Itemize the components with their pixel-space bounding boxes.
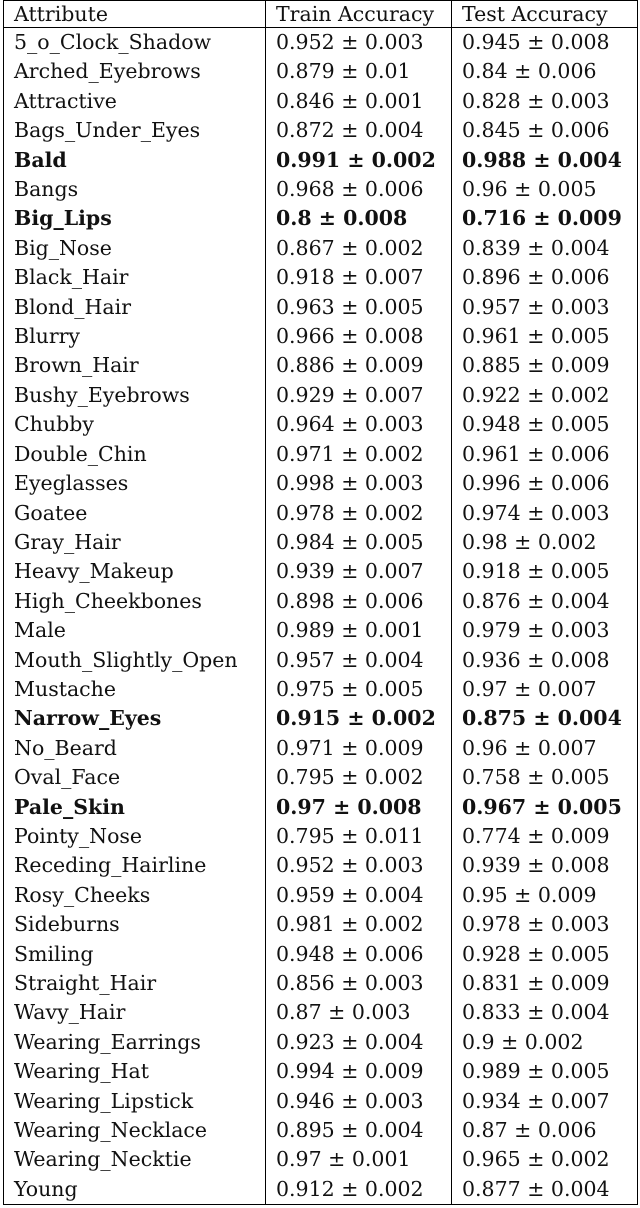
attribute-cell: Narrow_Eyes	[4, 704, 266, 733]
attribute-cell: Bangs	[4, 175, 266, 204]
attribute-cell: Young	[4, 1175, 266, 1205]
attribute-cell: Goatee	[4, 499, 266, 528]
train-accuracy-cell: 0.984 ± 0.005	[266, 528, 452, 557]
train-accuracy-cell: 0.97 ± 0.008	[266, 793, 452, 822]
test-accuracy-cell: 0.996 ± 0.006	[452, 469, 638, 498]
table-row	[4, 175, 638, 204]
test-accuracy-cell: 0.877 ± 0.004	[452, 1175, 638, 1205]
table-row	[4, 528, 638, 557]
train-accuracy-cell: 0.989 ± 0.001	[266, 616, 452, 645]
table-row	[4, 969, 638, 998]
header-row	[4, 1, 638, 28]
header-attribute: Attribute	[4, 1, 266, 28]
table-row	[4, 116, 638, 145]
test-accuracy-cell: 0.96 ± 0.007	[452, 734, 638, 763]
attribute-cell: Eyeglasses	[4, 469, 266, 498]
train-accuracy-cell: 0.97 ± 0.001	[266, 1145, 452, 1174]
attribute-cell: Attractive	[4, 87, 266, 116]
test-accuracy-cell: 0.833 ± 0.004	[452, 998, 638, 1027]
train-accuracy-cell: 0.886 ± 0.009	[266, 351, 452, 380]
test-accuracy-cell: 0.922 ± 0.002	[452, 381, 638, 410]
test-accuracy-cell: 0.967 ± 0.005	[452, 793, 638, 822]
attribute-cell: 5_o_Clock_Shadow	[4, 28, 266, 58]
table-row	[4, 28, 638, 58]
attribute-cell: Male	[4, 616, 266, 645]
test-accuracy-cell: 0.945 ± 0.008	[452, 28, 638, 58]
test-accuracy-cell: 0.828 ± 0.003	[452, 87, 638, 116]
test-accuracy-cell: 0.988 ± 0.004	[452, 146, 638, 175]
train-accuracy-cell: 0.978 ± 0.002	[266, 499, 452, 528]
attribute-cell: Wearing_Earrings	[4, 1028, 266, 1057]
attribute-cell: Bushy_Eyebrows	[4, 381, 266, 410]
train-accuracy-cell: 0.795 ± 0.011	[266, 822, 452, 851]
test-accuracy-cell: 0.974 ± 0.003	[452, 499, 638, 528]
test-accuracy-cell: 0.896 ± 0.006	[452, 263, 638, 292]
test-accuracy-cell: 0.875 ± 0.004	[452, 704, 638, 733]
table-row	[4, 763, 638, 792]
train-accuracy-cell: 0.963 ± 0.005	[266, 293, 452, 322]
attribute-cell: Wearing_Necktie	[4, 1145, 266, 1174]
header-test-accuracy: Test Accuracy	[452, 1, 638, 28]
test-accuracy-cell: 0.845 ± 0.006	[452, 116, 638, 145]
attribute-cell: Smiling	[4, 940, 266, 969]
attribute-cell: Bags_Under_Eyes	[4, 116, 266, 145]
train-accuracy-cell: 0.991 ± 0.002	[266, 146, 452, 175]
train-accuracy-cell: 0.918 ± 0.007	[266, 263, 452, 292]
table-row	[4, 910, 638, 939]
train-accuracy-cell: 0.975 ± 0.005	[266, 675, 452, 704]
test-accuracy-cell: 0.965 ± 0.002	[452, 1145, 638, 1174]
test-accuracy-cell: 0.839 ± 0.004	[452, 234, 638, 263]
table-row	[4, 1175, 638, 1205]
table-row	[4, 351, 638, 380]
test-accuracy-cell: 0.939 ± 0.008	[452, 851, 638, 880]
table-body	[4, 28, 638, 1205]
table-row	[4, 204, 638, 233]
table-row	[4, 146, 638, 175]
test-accuracy-cell: 0.98 ± 0.002	[452, 528, 638, 557]
test-accuracy-cell: 0.885 ± 0.009	[452, 351, 638, 380]
test-accuracy-cell: 0.948 ± 0.005	[452, 410, 638, 439]
train-accuracy-cell: 0.946 ± 0.003	[266, 1087, 452, 1116]
table-row	[4, 322, 638, 351]
train-accuracy-cell: 0.964 ± 0.003	[266, 410, 452, 439]
table-row	[4, 1057, 638, 1086]
table-row	[4, 616, 638, 645]
table-row	[4, 440, 638, 469]
train-accuracy-cell: 0.867 ± 0.002	[266, 234, 452, 263]
attribute-cell: Bald	[4, 146, 266, 175]
test-accuracy-cell: 0.716 ± 0.009	[452, 204, 638, 233]
test-accuracy-cell: 0.936 ± 0.008	[452, 646, 638, 675]
test-accuracy-cell: 0.831 ± 0.009	[452, 969, 638, 998]
attribute-cell: High_Cheekbones	[4, 587, 266, 616]
attribute-cell: Receding_Hairline	[4, 851, 266, 880]
attribute-cell: Oval_Face	[4, 763, 266, 792]
train-accuracy-cell: 0.846 ± 0.001	[266, 87, 452, 116]
attribute-cell: Mustache	[4, 675, 266, 704]
table-row	[4, 704, 638, 733]
train-accuracy-cell: 0.856 ± 0.003	[266, 969, 452, 998]
table-row	[4, 793, 638, 822]
table-row	[4, 646, 638, 675]
train-accuracy-cell: 0.87 ± 0.003	[266, 998, 452, 1027]
table-row	[4, 469, 638, 498]
train-accuracy-cell: 0.8 ± 0.008	[266, 204, 452, 233]
train-accuracy-cell: 0.968 ± 0.006	[266, 175, 452, 204]
train-accuracy-cell: 0.994 ± 0.009	[266, 1057, 452, 1086]
train-accuracy-cell: 0.948 ± 0.006	[266, 940, 452, 969]
table-row	[4, 410, 638, 439]
test-accuracy-cell: 0.918 ± 0.005	[452, 557, 638, 586]
test-accuracy-cell: 0.758 ± 0.005	[452, 763, 638, 792]
attribute-cell: Arched_Eyebrows	[4, 57, 266, 86]
train-accuracy-cell: 0.923 ± 0.004	[266, 1028, 452, 1057]
train-accuracy-cell: 0.998 ± 0.003	[266, 469, 452, 498]
test-accuracy-cell: 0.928 ± 0.005	[452, 940, 638, 969]
attribute-cell: Brown_Hair	[4, 351, 266, 380]
test-accuracy-cell: 0.934 ± 0.007	[452, 1087, 638, 1116]
train-accuracy-cell: 0.971 ± 0.009	[266, 734, 452, 763]
attribute-cell: Chubby	[4, 410, 266, 439]
table-row	[4, 1145, 638, 1174]
test-accuracy-cell: 0.961 ± 0.006	[452, 440, 638, 469]
test-accuracy-cell: 0.96 ± 0.005	[452, 175, 638, 204]
attribute-cell: Wearing_Hat	[4, 1057, 266, 1086]
table-row	[4, 851, 638, 880]
table-row	[4, 234, 638, 263]
train-accuracy-cell: 0.912 ± 0.002	[266, 1175, 452, 1205]
test-accuracy-cell: 0.957 ± 0.003	[452, 293, 638, 322]
train-accuracy-cell: 0.952 ± 0.003	[266, 28, 452, 58]
table-header	[4, 1, 638, 28]
attribute-cell: Mouth_Slightly_Open	[4, 646, 266, 675]
table-row	[4, 263, 638, 292]
train-accuracy-cell: 0.966 ± 0.008	[266, 322, 452, 351]
test-accuracy-cell: 0.87 ± 0.006	[452, 1116, 638, 1145]
attribute-cell: Black_Hair	[4, 263, 266, 292]
train-accuracy-cell: 0.957 ± 0.004	[266, 646, 452, 675]
train-accuracy-cell: 0.879 ± 0.01	[266, 57, 452, 86]
test-accuracy-cell: 0.95 ± 0.009	[452, 881, 638, 910]
table-row	[4, 1028, 638, 1057]
attribute-cell: Big_Lips	[4, 204, 266, 233]
test-accuracy-cell: 0.989 ± 0.005	[452, 1057, 638, 1086]
attribute-cell: Wearing_Necklace	[4, 1116, 266, 1145]
attribute-cell: Blond_Hair	[4, 293, 266, 322]
attribute-cell: Wearing_Lipstick	[4, 1087, 266, 1116]
train-accuracy-cell: 0.981 ± 0.002	[266, 910, 452, 939]
attribute-cell: Blurry	[4, 322, 266, 351]
train-accuracy-cell: 0.952 ± 0.003	[266, 851, 452, 880]
table-row	[4, 381, 638, 410]
train-accuracy-cell: 0.939 ± 0.007	[266, 557, 452, 586]
table-row	[4, 87, 638, 116]
train-accuracy-cell: 0.895 ± 0.004	[266, 1116, 452, 1145]
test-accuracy-cell: 0.979 ± 0.003	[452, 616, 638, 645]
test-accuracy-cell: 0.978 ± 0.003	[452, 910, 638, 939]
test-accuracy-cell: 0.9 ± 0.002	[452, 1028, 638, 1057]
table-row	[4, 881, 638, 910]
header-train-accuracy: Train Accuracy	[266, 1, 452, 28]
table-row	[4, 734, 638, 763]
attribute-cell: Rosy_Cheeks	[4, 881, 266, 910]
test-accuracy-cell: 0.961 ± 0.005	[452, 322, 638, 351]
test-accuracy-cell: 0.84 ± 0.006	[452, 57, 638, 86]
test-accuracy-cell: 0.97 ± 0.007	[452, 675, 638, 704]
train-accuracy-cell: 0.959 ± 0.004	[266, 881, 452, 910]
attribute-cell: Double_Chin	[4, 440, 266, 469]
test-accuracy-cell: 0.876 ± 0.004	[452, 587, 638, 616]
table-row	[4, 1116, 638, 1145]
attribute-cell: No_Beard	[4, 734, 266, 763]
attribute-cell: Wavy_Hair	[4, 998, 266, 1027]
results-table	[3, 0, 638, 1205]
table-row	[4, 940, 638, 969]
attribute-cell: Big_Nose	[4, 234, 266, 263]
attribute-cell: Straight_Hair	[4, 969, 266, 998]
attribute-cell: Sideburns	[4, 910, 266, 939]
table-row	[4, 293, 638, 322]
train-accuracy-cell: 0.795 ± 0.002	[266, 763, 452, 792]
train-accuracy-cell: 0.971 ± 0.002	[266, 440, 452, 469]
test-accuracy-cell: 0.774 ± 0.009	[452, 822, 638, 851]
table-row	[4, 998, 638, 1027]
table-row	[4, 499, 638, 528]
table-row	[4, 57, 638, 86]
attribute-cell: Pale_Skin	[4, 793, 266, 822]
table-row	[4, 822, 638, 851]
attribute-cell: Gray_Hair	[4, 528, 266, 557]
train-accuracy-cell: 0.915 ± 0.002	[266, 704, 452, 733]
table-row	[4, 1087, 638, 1116]
train-accuracy-cell: 0.929 ± 0.007	[266, 381, 452, 410]
attribute-cell: Heavy_Makeup	[4, 557, 266, 586]
table-row	[4, 675, 638, 704]
attribute-cell: Pointy_Nose	[4, 822, 266, 851]
train-accuracy-cell: 0.898 ± 0.006	[266, 587, 452, 616]
table-row	[4, 557, 638, 586]
train-accuracy-cell: 0.872 ± 0.004	[266, 116, 452, 145]
table-row	[4, 587, 638, 616]
